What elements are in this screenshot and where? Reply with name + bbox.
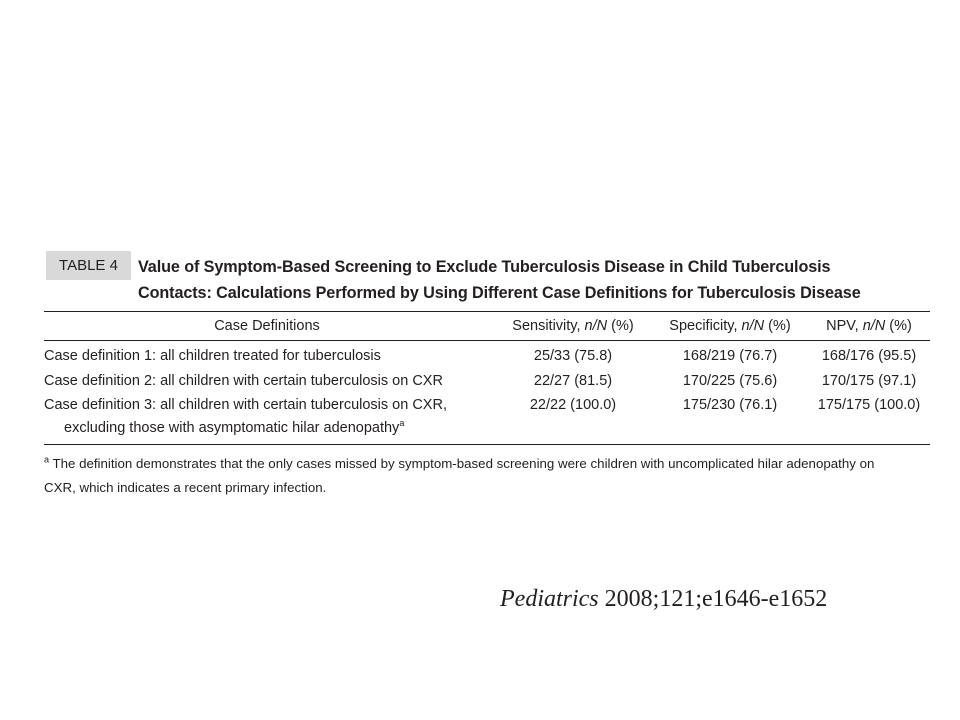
row-3-definition: Case definition 3: all children with certain tuberculosis on CXR, <box>44 397 447 413</box>
row-2-sensitivity: 22/27 (81.5) <box>533 373 613 389</box>
row-3-definition-cont-text: excluding those with asymptomatic hilar adenopathy <box>64 420 400 436</box>
header-rule <box>44 340 930 341</box>
row-1-npv: 168/176 (95.5) <box>821 348 917 364</box>
row-2-specificity: 170/225 (75.6) <box>682 373 778 389</box>
table-title <box>138 254 861 306</box>
row-3-definition-continued <box>64 420 404 436</box>
footnote-line-1 <box>44 452 930 476</box>
header-npv-pct: (%) <box>885 318 912 334</box>
table-label: TABLE 4 <box>46 251 131 280</box>
footnote-line-2: CXR, which indicates a recent primary infection. <box>44 480 327 495</box>
header-npv <box>810 318 928 334</box>
table-footnote <box>44 452 930 500</box>
top-rule <box>44 311 930 312</box>
citation <box>500 586 827 613</box>
header-specificity-nn: n/N <box>741 318 765 334</box>
footnote-mark: a <box>44 454 50 465</box>
header-specificity-prefix: Specificity, <box>669 318 742 334</box>
row-3-npv: 175/175 (100.0) <box>817 397 921 413</box>
header-specificity-pct: (%) <box>764 318 791 334</box>
table-title-line-1: Value of Symptom-Based Screening to Exclude Tuberculosis Disease in Child Tuberculosis <box>138 258 831 276</box>
header-sensitivity-nn: n/N <box>584 318 608 334</box>
header-specificity <box>657 318 803 334</box>
table-title-line-2: Contacts: Calculations Performed by Using Different Case Definitions for Tuberculosis Disease <box>138 284 861 302</box>
row-1-definition: Case definition 1: all children treated for tuberculosis <box>44 348 381 364</box>
row-2-npv: 170/175 (97.1) <box>821 373 917 389</box>
header-sensitivity <box>500 318 646 334</box>
row-2-definition: Case definition 2: all children with certain tuberculosis on CXR <box>44 373 443 389</box>
row-1-specificity: 168/219 (76.7) <box>682 348 778 364</box>
citation-details: 2008;121;e1646-e1652 <box>598 586 828 612</box>
header-sensitivity-pct: (%) <box>607 318 634 334</box>
header-npv-prefix: NPV, <box>826 318 863 334</box>
row-3-footnote-mark: a <box>399 418 405 429</box>
footnote-line-1-text: The definition demonstrates that the only cases missed by symptom-based screening were children with uncomplicated hilar adenopathy on <box>49 456 875 471</box>
citation-journal: Pediatrics <box>500 586 599 612</box>
row-1-sensitivity: 25/33 (75.8) <box>533 348 613 364</box>
bottom-rule <box>44 444 930 445</box>
row-3-sensitivity: 22/22 (100.0) <box>529 397 617 413</box>
header-npv-nn: n/N <box>862 318 886 334</box>
row-3-specificity: 175/230 (76.1) <box>682 397 778 413</box>
header-sensitivity-prefix: Sensitivity, <box>512 318 585 334</box>
header-case-definitions: Case Definitions <box>214 318 320 334</box>
